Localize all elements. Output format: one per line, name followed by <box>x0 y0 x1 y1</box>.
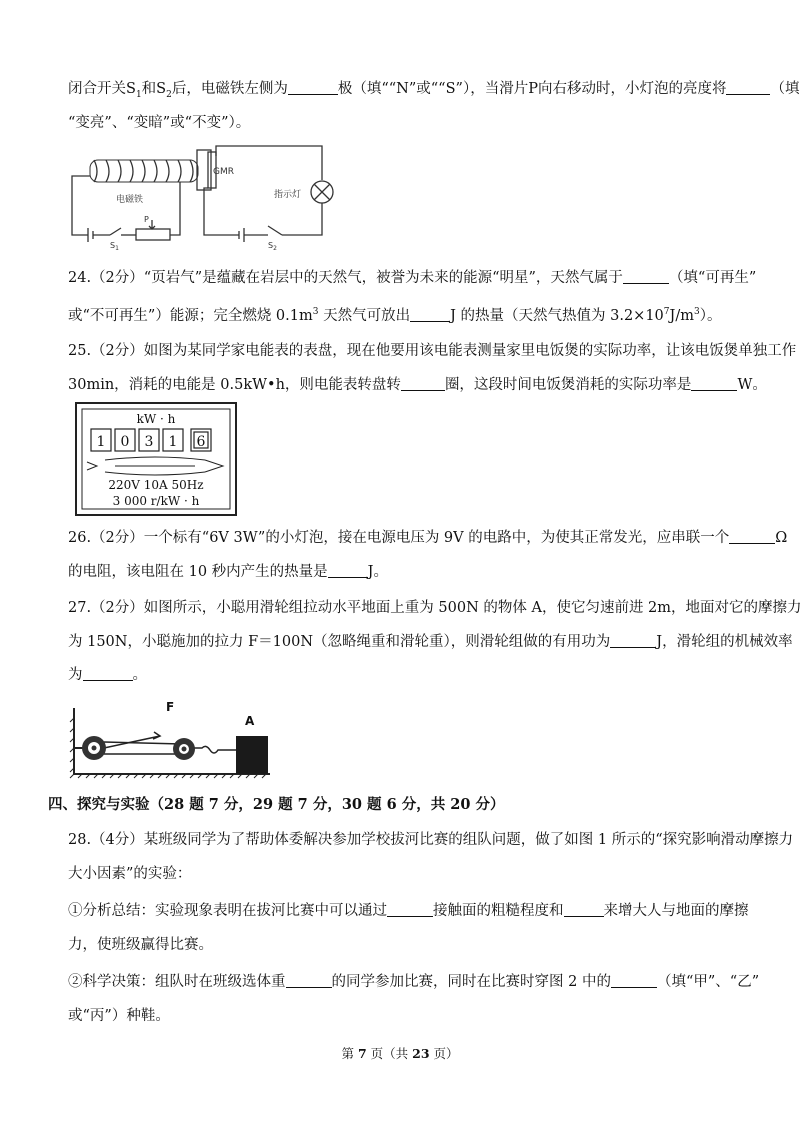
answer-blank[interactable] <box>726 94 770 95</box>
q28-part1-line-1: ①分析总结：实验现象表明在拔河比赛中可以通过 接触面的粗糙程度和 来增大人与地面的摩擦 <box>68 903 749 919</box>
svg-text:GMR: GMR <box>213 167 234 177</box>
gmr-circuit-figure <box>64 140 334 252</box>
answer-blank[interactable] <box>288 94 338 95</box>
answer-blank[interactable] <box>691 390 737 391</box>
q26-line-2: 的电阻，该电阻在 10 秒内产生的热量是 J。 <box>68 564 388 580</box>
svg-text:指示灯: 指示灯 <box>274 190 302 200</box>
answer-blank[interactable] <box>387 916 433 917</box>
svg-text:P: P <box>144 215 149 224</box>
q26-line-1: 26.（2分）一个标有“6V 3W”的小灯泡，接在电源电压为 9V 的电路中，为使其正常发光，应串联一个 Ω <box>68 530 788 546</box>
q24-line-2: 或“不可再生”）能源；完全燃烧 $0.1m^3$ 天然气可放出 J 的热量（天然气热值为 $3.2\times 10^7J/m^3$）。 <box>68 307 722 324</box>
answer-blank[interactable] <box>610 647 656 648</box>
section-heading: 四、探究与实验（28 题 7 分，29 题 7 分，30 题 6 分，共 20 分） <box>48 796 505 813</box>
page-footer: 第 7 页（共 23 页） <box>341 1046 459 1061</box>
answer-blank[interactable] <box>401 390 445 391</box>
svg-text:1: 1 <box>96 434 106 450</box>
q28-part2-line-1: ②科学决策：组队时在班级选体重 的同学参加比赛，同时在比赛时穿图 2 中的 （填“甲”、“乙” <box>68 974 760 990</box>
q25-line-2: 30min，消耗的电能是 0.5kW•h，则电能表转盘转 圈，这段时间电饭煲消耗的实际功率是 W。 <box>68 377 767 393</box>
answer-blank[interactable] <box>729 543 775 544</box>
answer-blank[interactable] <box>611 987 657 988</box>
q28-part2-line-2: 或“丙”）种鞋。 <box>68 1008 170 1024</box>
q23-line-2: “变亮”、“变暗”或“不变”）。 <box>68 115 251 131</box>
svg-text:220V 10A 50Hz: 220V 10A 50Hz <box>108 478 204 492</box>
svg-text:3: 3 <box>144 434 154 450</box>
q27-line-2: 为 150N，小聪施加的拉力 F＝100N（忽略绳重和滑轮重），则滑轮组做的有用功为 J，滑轮组的机械效率 <box>68 634 793 650</box>
svg-text:电磁铁: 电磁铁 <box>116 195 144 205</box>
answer-blank[interactable] <box>328 577 368 578</box>
q27-line-3: 为 。 <box>68 667 147 683</box>
q28-line-2: 大小因素”的实验： <box>68 866 192 882</box>
q27-line-1: 27.（2分）如图所示，小聪用滑轮组拉动水平地面上重为 500N 的物体 A，使它匀速前进 2m，地面对它的摩擦力 <box>68 600 802 616</box>
svg-text:S2: $S_2$ <box>268 241 277 252</box>
electric-meter-figure <box>75 402 237 516</box>
svg-text:F: F <box>166 700 175 714</box>
q28-line-1: 28.（4分）某班级同学为了帮助体委解决参加学校拔河比赛的组队问题，做了如图 1 所示的“探究影响滑动摩擦力 <box>68 832 794 848</box>
svg-text:6: 6 <box>196 434 206 450</box>
svg-text:A: A <box>245 714 255 728</box>
svg-text:0: 0 <box>120 434 130 450</box>
svg-text:1: 1 <box>168 434 178 450</box>
q25-line-1: 25.（2分）如图为某同学家电能表的表盘，现在他要用该电能表测量家里电饭煲的实际功率，让该电饭煲单独工作 <box>68 343 797 359</box>
answer-blank[interactable] <box>286 987 332 988</box>
svg-text:3 000 r/kW · h: 3 000 r/kW · h <box>112 494 200 508</box>
answer-blank[interactable] <box>623 283 669 284</box>
q23-line-1: 闭合开关$S_1$和$S_2$后，电磁铁左侧为 极（填““N”或““S”），当滑片P向右移动时，小灯泡的亮度将 （填 <box>68 81 800 100</box>
q24-line-1: 24.（2分）“页岩气”是蕴藏在岩层中的天然气，被誉为未来的能源“明星”，天然气属于 （填“可再生” <box>68 270 757 286</box>
svg-text:kW · h: kW · h <box>136 412 176 426</box>
answer-blank[interactable] <box>410 321 450 322</box>
svg-text:S1: $S_1$ <box>110 241 119 252</box>
q28-part1-line-2: 力，使班级赢得比赛。 <box>68 937 213 953</box>
answer-blank[interactable] <box>564 916 604 917</box>
answer-blank[interactable] <box>83 680 133 681</box>
pulley-figure <box>70 698 280 780</box>
